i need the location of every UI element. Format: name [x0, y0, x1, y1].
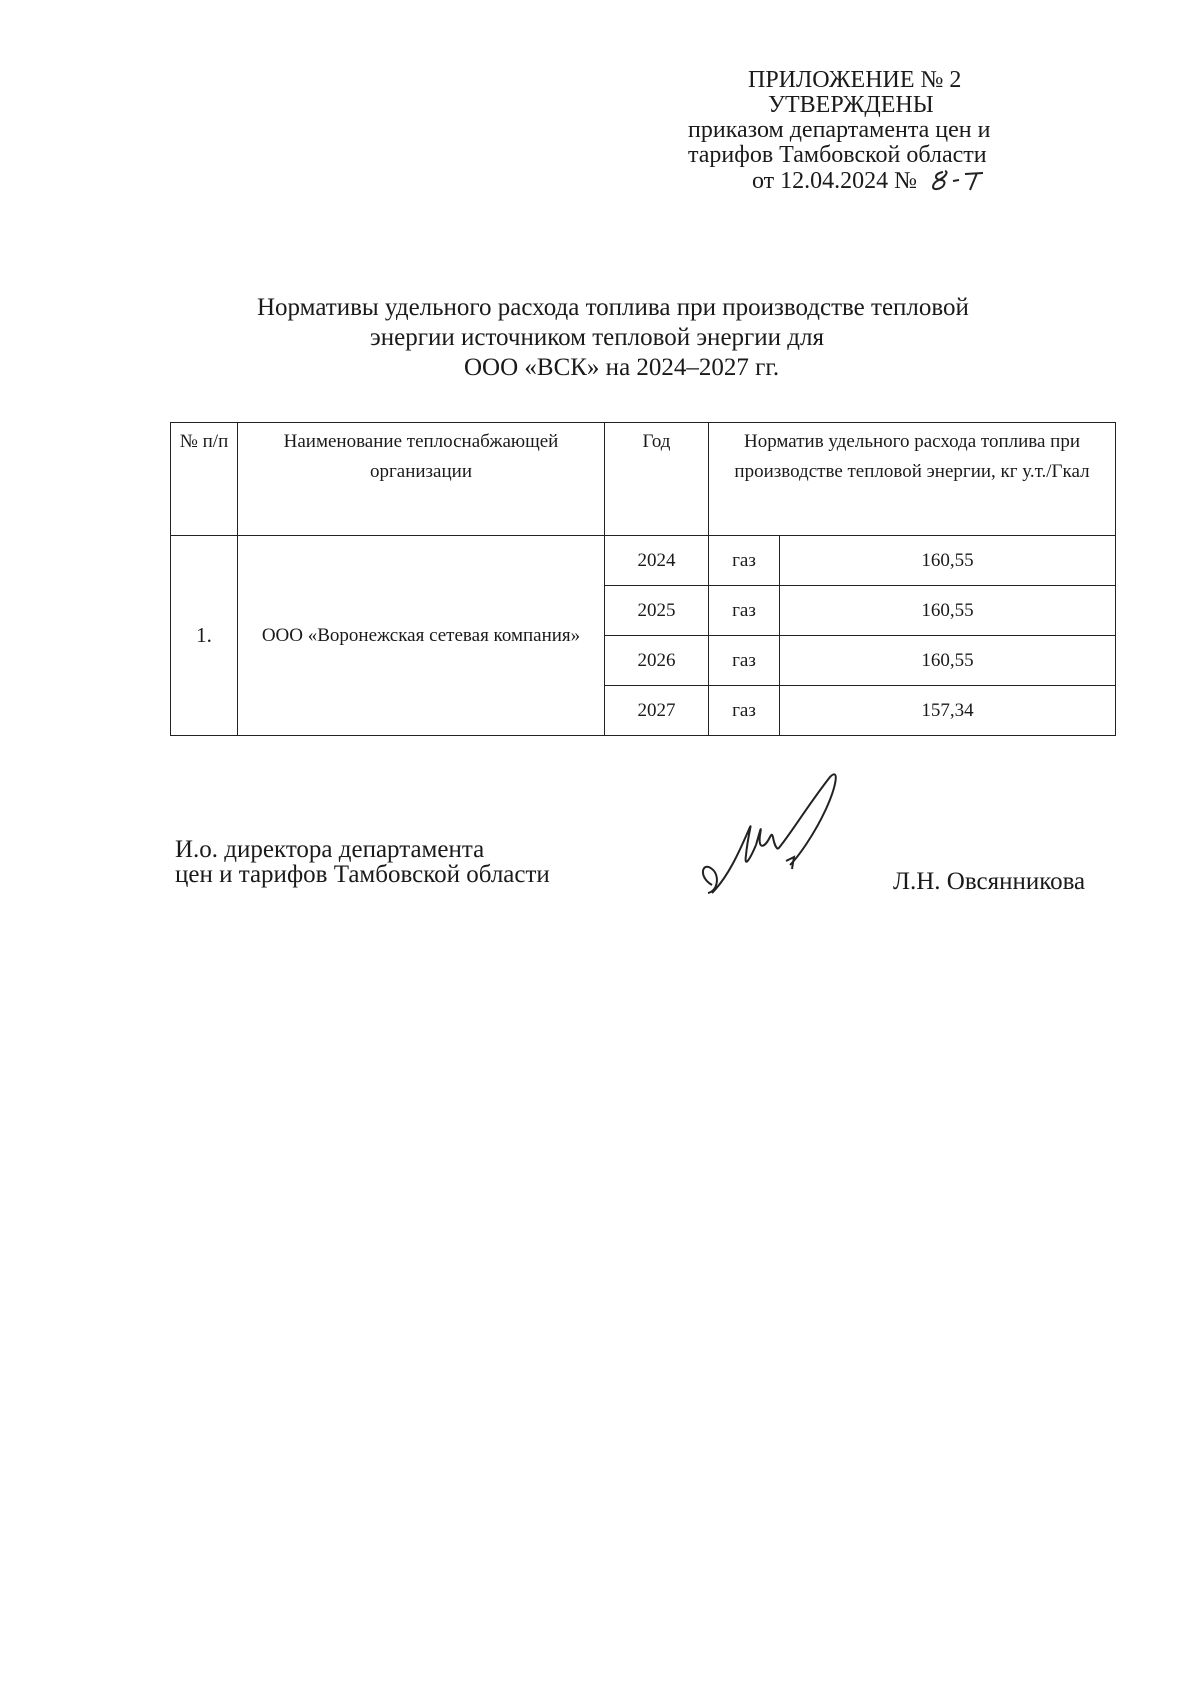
- row-number: 1.: [171, 536, 238, 736]
- position-line-1: И.о. директора департамента: [175, 836, 485, 863]
- title-line-3: ООО «ВСК» на 2024–2027 гг.: [464, 354, 780, 381]
- handwritten-signature: [690, 765, 860, 915]
- approval-text-line: приказом департамента цен и: [688, 117, 991, 143]
- fuel-cell: газ: [709, 686, 780, 736]
- order-date-text: от 12.04.2024 №: [752, 168, 918, 194]
- norm-value-cell: 157,34: [780, 686, 1116, 736]
- title-line-1: Нормативы удельного расхода топлива при производстве тепловой: [257, 294, 969, 321]
- position-line-2: цен и тарифов Тамбовской области: [175, 861, 550, 888]
- header-organization: Наименование теплоснабжающей организации: [238, 423, 605, 536]
- signatory-position: [175, 837, 550, 887]
- header-number: № п/п: [171, 423, 238, 536]
- order-date-line: [670, 168, 1070, 194]
- norm-value-cell: 160,55: [780, 586, 1116, 636]
- norm-value-cell: 160,55: [780, 636, 1116, 686]
- appendix-label: ПРИЛОЖЕНИЕ № 2: [748, 67, 962, 93]
- approval-stamp: [670, 68, 1070, 194]
- year-cell: 2026: [605, 636, 709, 686]
- norm-value-cell: 160,55: [780, 536, 1116, 586]
- signer-name: Л.Н. Овсянникова: [893, 868, 1086, 895]
- fuel-cell: газ: [709, 586, 780, 636]
- table-header-row: [171, 423, 1116, 536]
- approval-text-line: тарифов Тамбовской области: [688, 142, 987, 168]
- handwritten-order-number: [923, 168, 993, 192]
- fuel-cell: газ: [709, 536, 780, 586]
- year-cell: 2024: [605, 536, 709, 586]
- fuel-norms-table: [170, 422, 1116, 736]
- year-cell: 2025: [605, 586, 709, 636]
- fuel-cell: газ: [709, 636, 780, 686]
- title-line-2: энергии источником тепловой энергии для: [370, 324, 824, 351]
- document-title: [240, 293, 1120, 383]
- header-norm: Норматив удельного расхода топлива при производстве тепловой энергии, кг у.т./Гкал: [709, 423, 1116, 536]
- table-row: [171, 536, 1116, 586]
- organization-name: ООО «Воронежская сетевая компания»: [238, 536, 605, 736]
- approved-label: УТВЕРЖДЕНЫ: [768, 92, 934, 118]
- header-year: Год: [605, 423, 709, 536]
- year-cell: 2027: [605, 686, 709, 736]
